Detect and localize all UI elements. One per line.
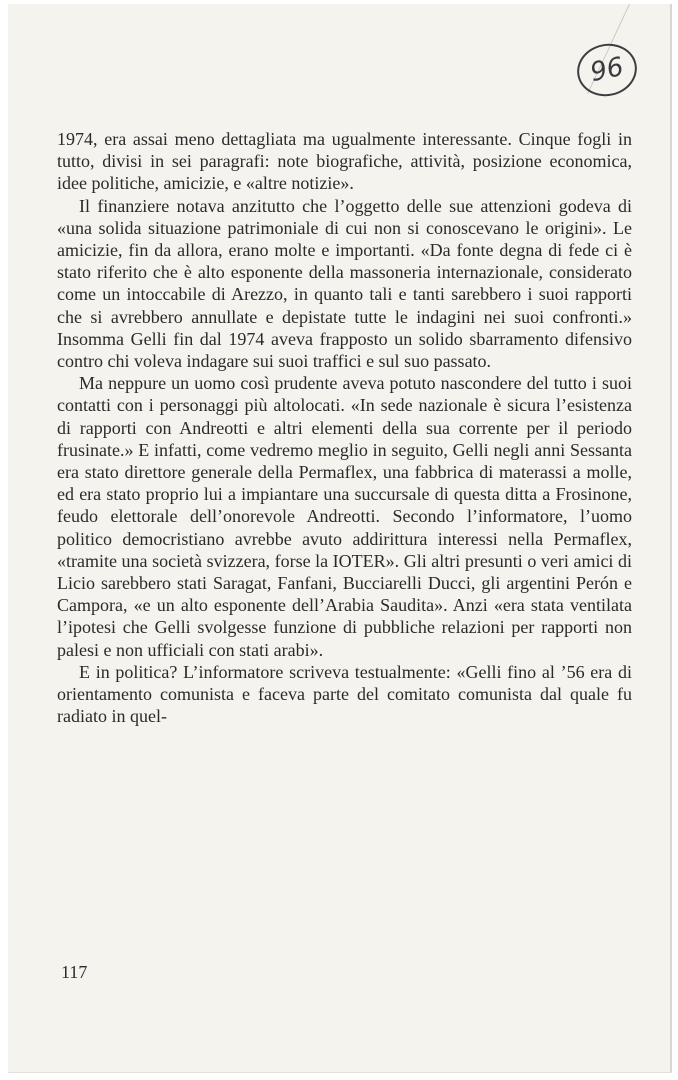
paragraph-4: E in politica? L’informatore scriveva testualmente: «Gelli fino al ’56 era di orientamento comunista e faceva parte del comitato comunista dal quale fu radiato in quel- bbox=[57, 661, 632, 727]
paragraph-1: 1974, era assai meno dettagliata ma ugualmente interessante. Cinque fogli in tutto, divisi in sei paragrafi: note biografiche, attività, posizione economica, idee politiche, amicizie, e «altre notizie». bbox=[57, 129, 632, 194]
paragraph-3: Ma neppure un uomo così prudente aveva potuto nascondere del tutto i suoi contatti con i personaggi più altolocati. «In sede nazionale è sicura l’esistenza di rapporti con Andreotti e altri elementi della sua corrente per il periodo frusinate.» E infatti, come vedremo meglio in seguito, Gelli negli anni Sessanta era stato direttore generale della Permaflex, una fabbrica di materassi a molle, ed era stato proprio lui a impiantare una succursale di questa ditta a Frosinone, feudo elettorale dell’onorevole Andreotti. Secondo l’informatore, l’uomo politico democristiano avrebbe avuto addirittura interessi nella Permaflex, «tramite una società svizzera, forse la IOTER». Gli altri presunti o veri amici di Licio sarebbero stati Saragat, Fanfani, Bucciarelli Ducci, gli argentini Perón e Campora, «e un alto esponente dell’Arabia Saudita». Anzi «era stata ventilata l’ipotesi che Gelli svolgesse funzione di pubbliche relazioni per rapporti non palesi e non ufficiali con stati arabi». bbox=[57, 373, 632, 660]
page-number: 117 bbox=[61, 962, 88, 982]
body-text bbox=[57, 128, 632, 727]
book-page bbox=[8, 4, 672, 1073]
folio-number-text: 96 bbox=[587, 51, 627, 89]
paragraph-2: Il finanziere notava anzitutto che l’oggetto delle sue attenzioni godeva di «una solida situazione patrimoniale di cui non si conoscevano le origini». Le amicizie, fin da allora, erano molte e importanti. «Da fonte degna di fede ci è stato riferito che è alto esponente della massoneria internazionale, considerato come un intoccabile di Arezzo, in quanto tali e tanti sarebbero i suoi rapporti che si avrebbero annullate e depistate tutte le indagini nei suoi confronti.» Insomma Gelli fin dal 1974 aveva frapposto un solido sbarramento difensivo contro chi voleva indagare sui suoi traffici e sul suo passato. bbox=[57, 195, 632, 372]
